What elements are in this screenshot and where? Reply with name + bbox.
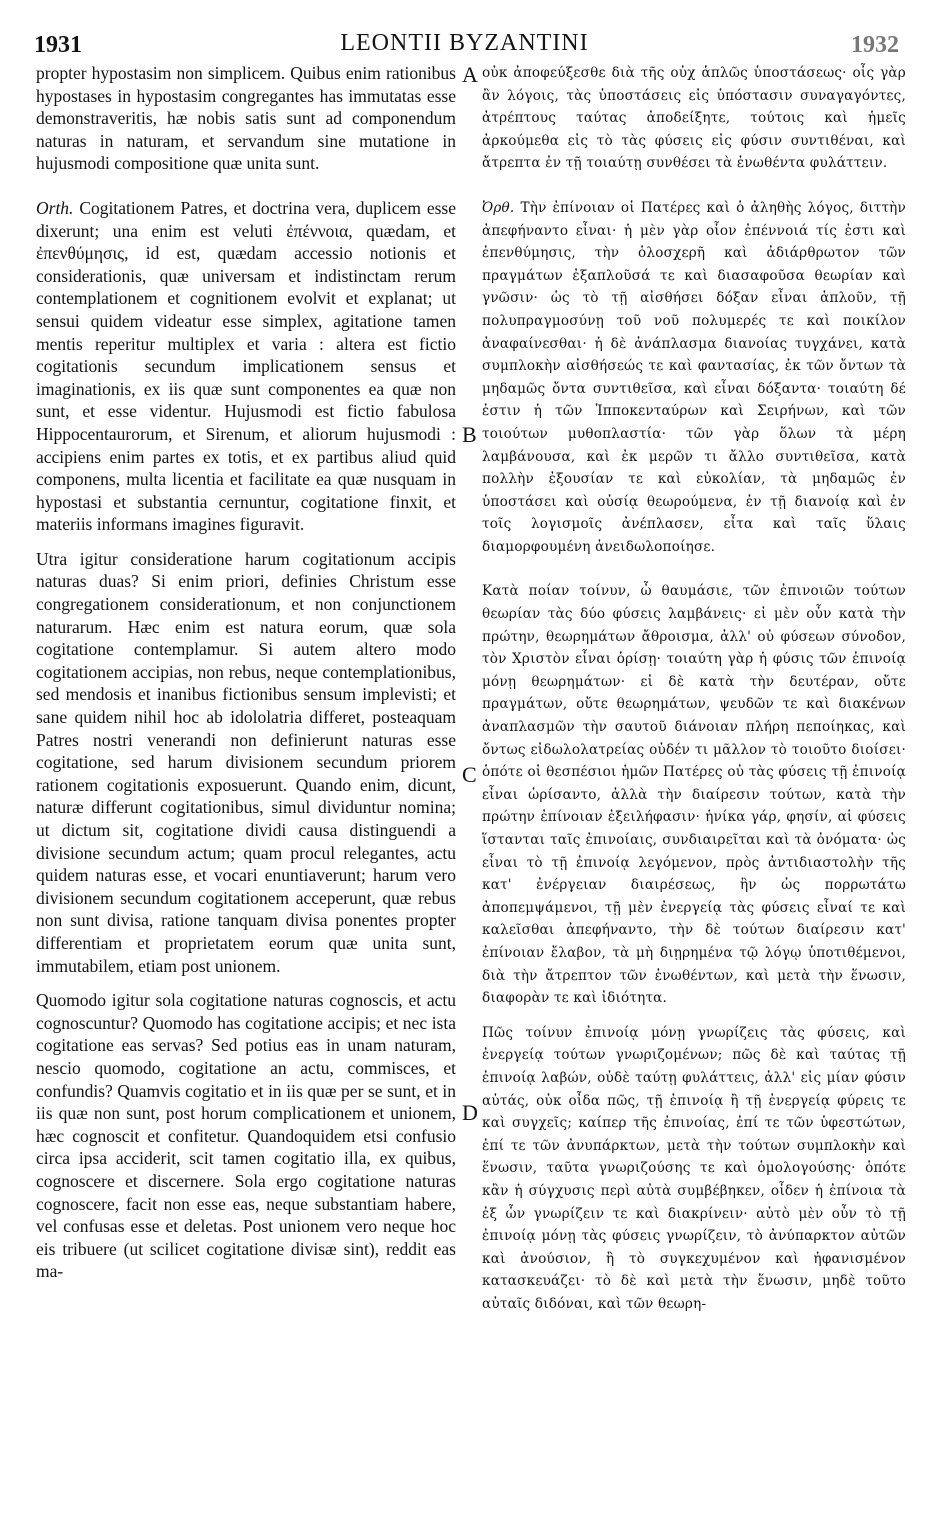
greek-paragraph-1: οὐκ ἀποφεύξεσθε διὰ τῆς οὐχ ἁπλῶς ὑποστάσεως· οἷς γὰρ ἂν λόγοις, τὰς ὑποστάσεις εἰς ὑπόστασιν συναγαγόντες, ἀτρέπτους ταύτας ἀποδείξητε, τούτοις καὶ ἡμεῖς ἀρκούμεθα εἰς τὸ τὰς φύσεις εἰς φύσιν συντιθέναι, καὶ ἄτρεπτα ἐν τῇ τοιαύτῃ συνθέσει τὰ ἑνωθέντα φυλάττειν. bbox=[482, 65, 906, 172]
greek-paragraph-2-text: Τὴν ἐπίνοιαν οἱ Πατέρες καὶ ὁ ἀληθὴς λόγος, διττὴν ἀπεφήναντο εἶναι· ἡ μὲν γὰρ οἷον ἐπέννοιά τίς ἐστι καὶ ἐπενθύμησις, τὴν ὁλοσχερῆ καὶ ἀδιάρθρωτον τῶν πραγμάτων ἐξαπλοῦσά τε καὶ διασαφοῦσα θεωρίαν καὶ γνῶσιν· ὡς τὸ τῇ αἰσθήσει δόξαν εἶναι ἁπλοῦν, τῇ πολυπραγμοσύνῃ τοῦ νοῦ πολυμερές τε καὶ ποικίλον ἀναφαίνεσθαι· ἡ δὲ ἀνάπλασμα διανοίας τυγχάνει, κατὰ συμπλοκὴν αἰσθήσεώς τε καὶ φαντασίας, ἐκ τῶν ὄντων τὰ μηδαμῶς ὄντα συντιθεῖσα, καὶ εἶναι δόξαντα· τοιαύτη δέ ἐστιν ἡ τῶν Ἱπποκενταύρων καὶ Σειρήνων, καὶ τῶν τοιούτων μυθοπλαστία· τῶν γὰρ ὅλων τὰ μέρη λαμβάνουσα, καὶ ἐκ μερῶν τι ἄλλο συντιθεῖσα, κατὰ πολλὴν ἐξουσίαν τε καὶ εὐκολίαν, τὰ μηδαμῶς ἐν ὑποστάσει καὶ οὐσίᾳ θεωρούμενα, ἐν τῇ διανοίᾳ καὶ ἐν τοῖς λογισμοῖς ἀνέπλασεν, εἶτα καὶ ταῖς ὕλαις διαμορφουμένη ἀνειδωλοποίησε. bbox=[482, 199, 906, 555]
latin-paragraph-1: propter hypostasim non simplicem. Quibus enim rationibus hypostases in hypostasim congregantes has immutatas esse demonstraveritis, hæ nobis satis sunt ad componendum naturas in naturam, et servandum sine mutatione in hujusmodi compositione quæ unita sunt. bbox=[36, 63, 456, 174]
section-mark-a: A bbox=[462, 62, 478, 87]
latin-paragraph-2-text: Cogitationem Patres, et doctrina vera, duplicem esse dixerunt; una enim est veluti ἐπέννοια, quædam, et ἐπενθύμησις, id est, quædam accessio notionis et considerationis, quæ universam et indistinctam rerum contemplationem et cognitionem evolvit et explanat; ut sensui quidem videatur esse simplex, agitatione tamen mentis reperitur multiplex et varia : altera est fictio cogitationis secundum implicationem sensus et imaginationis, ex iis quæ sunt componentes ea quæ non sunt, et esse videntur. Hujusmodi est fictio fabulosa Hippocentaurorum, et Sirenum, et aliorum hujusmodi : accipiens enim partes ex totis, et ex partibus aliud quid componens, multa licentia et facilitate ea quæ nusquam in hypostasi et substantia cernuntur, cogitatione finxit, et materiis informans imagines figuravit. bbox=[36, 197, 457, 535]
section-mark-c: C bbox=[462, 762, 477, 787]
section-mark-b: B bbox=[462, 422, 477, 447]
running-header bbox=[0, 0, 929, 60]
greek-column bbox=[482, 62, 906, 1315]
latin-speaker-label: Orth. bbox=[36, 197, 74, 218]
running-title: LEONTII BYZANTINI bbox=[340, 30, 589, 56]
page-number-right: 1932 bbox=[851, 32, 899, 58]
greek-paragraph-3: Κατὰ ποίαν τοίνυν, ὦ θαυμάσιε, τῶν ἐπινοιῶν τούτων θεωρίαν τὰς δύο φύσεις λαμβάνεις· εἰ μὲν οὖν κατὰ τὴν πρώτην, θεωρημάτων ἄθροισμα, ἀλλ' οὐ φύσεων σύνοδον, τὸν Χριστὸν εἶναι ὁρίσῃ· τοιαύτη γὰρ ἡ φύσις τῶν ἐπινοίᾳ μόνῃ θεωρημάτων· εἰ δὲ κατὰ τὴν δευτέραν, οὔτε πραγμάτων, οὔτε θεωρημάτων, ψευδῶν τε καὶ διακένων ἀναπλασμῶν τὴν σαυτοῦ διάνοιαν πλήρη πεποίηκας, καὶ ὄντως εἰδωλολατρείας οὐδέν τι μᾶλλον τὸ τοιοῦτο διοίσει· ὁπότε οἱ θεσπέσιοι ἡμῶν Πατέρες οὐ τὰς φύσεις τῇ ἐπινοίᾳ εἶναι ὡρίσαντο, ἀλλὰ τὴν διαίρεσιν τούτων, κατὰ τὴν πρώτην ἐπίνοιαν ἐξειλήφασιν· ἡνίκα γάρ, φησίν, αἱ φύσεις ἵστανται ταῖς ἐπινοίαις, συνδιαιρεῖται καὶ τὰ ὀνόματα· ὡς εἶναι τὸ τῇ ἐπινοίᾳ λεγόμενον, πρὸς ἀντιδιαστολὴν τῆς κατ' ἐνέργειαν διαιρέσεως, ἣν ὡς πορρωτάτω ἀποπεμψάμενοι, τῇ μὲν ἐνεργείᾳ τὰς φύσεις εἶναί τε καὶ καλεῖσθαι ἀπεφήναντο, τὴν δὲ τούτων διαίρεσιν κατ' ἐπίνοιαν ἔλαβον, τὰ μὴ διῃρημένα τῷ λόγῳ ὑποτιθέμενοι, διὰ τὴν ἄτρεπτον τῶν ἑνωθέντων, καὶ μετὰ τὴν ἕνωσιν, διαφορὰν τε καὶ ἰδιότητα. bbox=[482, 583, 906, 1007]
greek-paragraph-4: Πῶς τοίνυν ἐπινοίᾳ μόνῃ γνωρίζεις τὰς φύσεις, καὶ ἐνεργείᾳ τούτων γνωριζομένων; πῶς δὲ καὶ ταύτας τῇ ἐπινοίᾳ λαβών, οὐδὲ ταύτῃ φυλάττεις, ἀλλ' εἰς μίαν φύσιν αὐτάς, οὐκ οἶδα πῶς, τῇ ἐπινοίᾳ ἢ τῇ ἐνεργείᾳ φύρεις τε καὶ συγχεῖς; καίπερ τῆς ἐπινοίας, ἐπί τε τῶν ὑφεστώτων, ἐπί τε τῶν ἀνυπάρκτων, μετὰ τὴν τούτων συμπλοκὴν καὶ ἕνωσιν, ταῦτα γνωριζούσης τε καὶ ὁμολογούσης· ὁπότε κἂν ἡ σύγχυσις περὶ αὐτὰ συμβέβηκεν, οἶδεν ἡ ἐπίνοια τὰ ἐξ ὧν γνωρίζειν τε καὶ διακρίνειν· αὐτὸ μὲν οὖν τὸ τῇ ἐπινοίᾳ μόνῃ τὰς φύσεις γνωρίζειν, τὸ ἀνύπαρκτον αὐτῶν καὶ ἀνούσιον, ἢ τὸ συγκεχυμένον καὶ ἠφανισμένον κατασκευάζει· τὸ δὲ καὶ μετὰ τὴν ἕνωσιν, μηδὲ τοῦτο αὐταῖς διδόναι, καὶ τῶν θεωρη- bbox=[482, 1024, 906, 1312]
greek-speaker-label: Ὀρθ. bbox=[482, 199, 515, 216]
latin-paragraph-2 bbox=[36, 197, 456, 536]
page-number-left: 1931 bbox=[34, 32, 82, 58]
section-mark-d: D bbox=[462, 1100, 478, 1125]
greek-paragraph-2 bbox=[482, 197, 906, 559]
latin-paragraph-4: Quomodo igitur sola cogitatione naturas cognoscis, et actu cognoscuntur? Quomodo has cogitatione accipis; et nec ista cogitatione eas servas? Sed potius eas in unam naturam, nescio quomodo, cogitatione an actu, commisces, et confundis? Quamvis cogitatio et in iis quæ per se sunt, et in iis quæ non sunt, post horum complicationem et unionem, hæc cognoscit et confitetur. Quandoquidem etsi confusio circa ipsa acciderit, scit tamen cogitatio illa, ex quibus, cognoscere et discernere. Sola ergo cogitatione naturas cognoscere, facit non esse eas, neque substantiam habere, vel confusas esse et deletas. Post unionem vero neque hoc eis tribuere (ut scilicet cogitatione divisæ sint), reddit eas ma- bbox=[36, 990, 456, 1282]
latin-paragraph-3: Utra igitur consideratione harum cogitationum accipis naturas duas? Si enim priori, definies Christum esse congregationem considerationum, et non conjunctionem naturarum. Hæc enim est natura eorum, quæ sola cogitatione contemplamur. Si autem altero modo cogitationem accipias, non rebus, neque contemplationibus, sed mendosis et inanibus fictionibus sensum implevisti; et sane quidem nihil hoc ab idololatria differet, posteaquam Patres nostri venerandi non definierunt naturas esse cogitatione, sed harum divisionem secundum priorem rationem cogitationis exposuerunt. Quando enim, dicunt, naturæ differunt cogitationibus, simul dividuntur nomina; ut dictum sit, cogitatione dividi causa distinguendi a divisione secundum actum; quam procul relegantes, actu quidem naturas esse, et vocari enuntiaverunt; harum vero divisionem secundum cogitationem acceperunt, quæ rebus non sunt divisa, ratione tanquam divisa ponentes propter differentiam et proprietatem eorum quæ unita sunt, immutabilem, etiam post unionem. bbox=[36, 548, 456, 976]
latin-column bbox=[36, 62, 456, 1283]
